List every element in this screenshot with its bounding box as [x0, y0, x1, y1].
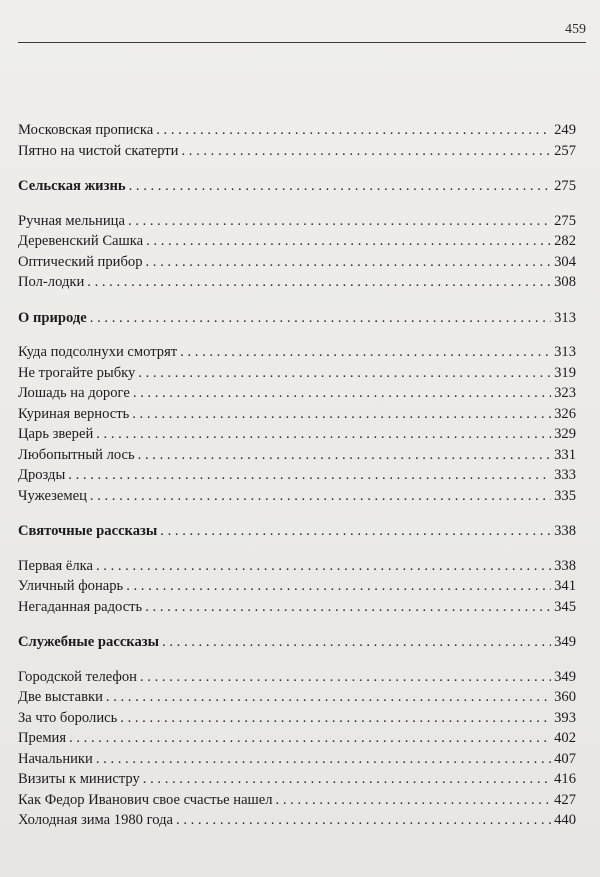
toc-entry [18, 790, 576, 811]
toc-entry-title: Дрозды [18, 467, 66, 483]
toc-section-title: Сельская жизнь [18, 178, 126, 194]
toc-entry-title: Царь зверей [18, 426, 94, 442]
toc-entry-title: Пятно на чистой скатерти [18, 142, 179, 159]
toc-entry-page: 341 [554, 578, 576, 594]
running-head [18, 20, 586, 43]
dot-leader [162, 632, 551, 653]
toc-entry-page: 427 [554, 791, 576, 808]
toc-section-title: Служебные рассказы [18, 634, 160, 650]
toc-entry-title: Визиты к министру [18, 771, 140, 787]
toc-entry [18, 424, 576, 445]
toc-entry-title: Куда подсолнухи смотрят [18, 344, 178, 360]
toc-entry-title: Ручная мельница [18, 212, 125, 229]
toc-entry-title: Куриная верность [18, 405, 130, 422]
dot-leader [276, 790, 552, 811]
toc-entry [18, 445, 576, 466]
toc-entry-page: 333 [554, 467, 576, 483]
dot-leader [138, 445, 551, 466]
toc-section-page: 349 [554, 634, 576, 650]
toc-section-heading [18, 308, 576, 329]
toc-entry-title: Чужеземец [18, 487, 87, 504]
toc-entry-page: 275 [554, 212, 576, 229]
toc-section-title: О природе [18, 309, 87, 326]
page-number: 459 [565, 22, 586, 37]
toc-entry-title: Пол-лодки [18, 274, 85, 290]
toc-section-page: 313 [554, 309, 576, 326]
toc-section-heading [18, 176, 576, 197]
toc-section-heading [18, 632, 576, 653]
toc-entry [18, 687, 576, 708]
toc-entry [18, 383, 576, 404]
toc-entry-page: 304 [554, 253, 576, 270]
toc-entry [18, 556, 576, 577]
dot-leader [181, 141, 551, 162]
toc-entry-page: 393 [554, 709, 576, 726]
dot-leader [68, 465, 551, 486]
toc-entry [18, 120, 576, 141]
toc-entry-title: Оптический прибор [18, 253, 143, 270]
toc-entry-title: Как Федор Иванович свое счастье нашел [18, 791, 273, 808]
toc-entry [18, 769, 576, 790]
toc-entry-title: За что боролись [18, 709, 118, 726]
table-of-contents [18, 120, 576, 831]
toc-entry-page: 282 [554, 233, 576, 249]
toc-entry [18, 486, 576, 507]
dot-leader [87, 272, 551, 293]
toc-entry [18, 252, 576, 273]
dot-leader [96, 424, 551, 445]
dot-leader [138, 363, 551, 384]
toc-entry [18, 728, 576, 749]
dot-leader [132, 404, 551, 425]
toc-entry-page: 407 [554, 750, 576, 767]
toc-entry-page: 331 [554, 446, 576, 463]
toc-entry-page: 402 [554, 730, 576, 746]
toc-entry-title: Городской телефон [18, 668, 137, 685]
toc-entry [18, 211, 576, 232]
toc-entry [18, 404, 576, 425]
toc-entry [18, 342, 576, 363]
toc-entry-title: Уличный фонарь [18, 578, 124, 594]
dot-leader [145, 597, 551, 618]
toc-entry-title: Две выставки [18, 689, 103, 705]
toc-entry-page: 319 [554, 364, 576, 381]
toc-entry-page: 338 [554, 557, 576, 574]
toc-entry [18, 272, 576, 293]
dot-leader [128, 211, 551, 232]
toc-section-page: 275 [554, 178, 576, 194]
toc-entry-title: Негаданная радость [18, 598, 143, 615]
dot-leader [146, 252, 552, 273]
toc-entry [18, 363, 576, 384]
dot-leader [156, 120, 551, 141]
toc-entry-page: 416 [554, 771, 576, 787]
toc-entry-title: Холодная зима 1980 года [18, 812, 174, 828]
dot-leader [126, 576, 551, 597]
dot-leader [160, 521, 551, 542]
toc-entry [18, 749, 576, 770]
dot-leader [143, 769, 551, 790]
dot-leader [90, 486, 551, 507]
toc-entry-title: Не трогайте рыбку [18, 364, 136, 381]
toc-entry [18, 465, 576, 486]
dot-leader [69, 728, 551, 749]
toc-entry-title: Деревенский Сашка [18, 233, 144, 249]
dot-leader [140, 667, 551, 688]
dot-leader [146, 231, 551, 252]
dot-leader [90, 308, 551, 329]
dot-leader [176, 810, 551, 831]
toc-entry-page: 308 [554, 274, 576, 290]
toc-entry-page: 329 [554, 426, 576, 442]
toc-entry [18, 667, 576, 688]
toc-entry-title: Первая ёлка [18, 557, 93, 574]
toc-entry-title: Лошадь на дороге [18, 385, 130, 401]
dot-leader [180, 342, 551, 363]
toc-entry-page: 326 [554, 405, 576, 422]
toc-section-heading [18, 521, 576, 542]
dot-leader [106, 687, 551, 708]
toc-entry [18, 810, 576, 831]
toc-entry [18, 708, 576, 729]
dot-leader [120, 708, 551, 729]
toc-entry-page: 323 [554, 385, 576, 401]
dot-leader [96, 749, 551, 770]
toc-entry-page: 313 [554, 344, 576, 360]
toc-section-page: 338 [554, 523, 576, 539]
toc-entry [18, 141, 576, 162]
toc-entry-page: 349 [554, 668, 576, 685]
dot-leader [133, 383, 551, 404]
toc-entry [18, 576, 576, 597]
toc-entry-page: 345 [554, 598, 576, 615]
toc-entry-title: Начальники [18, 750, 93, 767]
toc-entry-title: Московская прописка [18, 122, 154, 138]
toc-entry-page: 360 [554, 689, 576, 705]
toc-entry-page: 249 [554, 122, 576, 138]
toc-section-title: Святочные рассказы [18, 523, 158, 539]
toc-entry [18, 231, 576, 252]
toc-entry-page: 335 [554, 487, 576, 504]
toc-entry-page: 257 [554, 142, 576, 159]
toc-entry-title: Любопытный лось [18, 446, 135, 463]
toc-entry-title: Премия [18, 730, 67, 746]
dot-leader [129, 176, 552, 197]
toc-entry-page: 440 [554, 812, 576, 828]
toc-entry [18, 597, 576, 618]
dot-leader [96, 556, 551, 577]
